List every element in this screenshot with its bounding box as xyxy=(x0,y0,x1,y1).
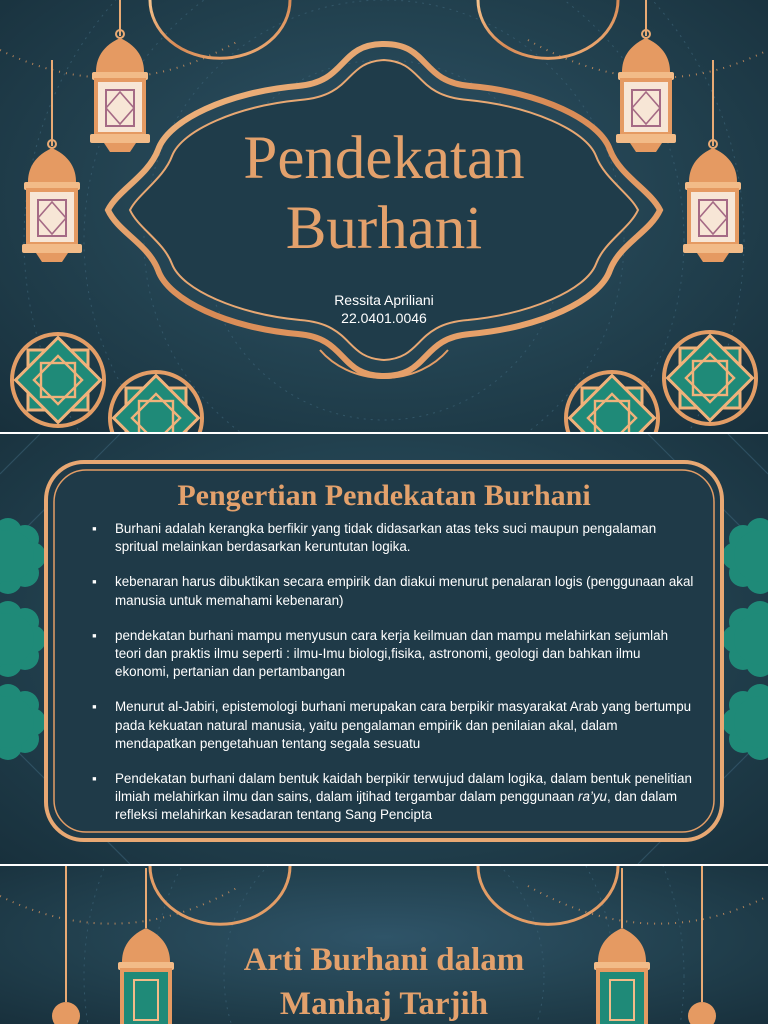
title-line-1: Arti Burhani dalam xyxy=(243,942,525,978)
islamic-star-ornament-icon xyxy=(566,372,658,432)
bullet-text-part: , dan dalam refleksi melahirkan kesadaran tentang Sang Pencipta xyxy=(115,789,677,823)
islamic-star-ornament-icon xyxy=(664,332,756,424)
bullet-item: ▪ Menurut al-Jabiri, epistemologi burhani merupakan cara berpikir masyarakat Arab yang bertumpu pada kekuatan natural manusia, yaitu pengalaman empirik dan penilaian akal, dalam mendapatkan pengetahuan tentang segala sesuatu xyxy=(92,698,696,753)
title-line-2: Burhani xyxy=(285,195,483,262)
flower-ornament-icon xyxy=(722,601,768,677)
bullet-italic-term: ra’yu xyxy=(577,789,608,805)
flower-ornament-icon xyxy=(722,518,768,594)
bullet-text-part: Pendekatan burhani dalam bentuk kaidah berpikir terwujud dalam logika, dalam bentuk penelitian ilmiah melahirkan ilmu dan sains, dalam ijtihad tergambar dalam penggunaan xyxy=(115,771,692,805)
bullet-item xyxy=(92,770,696,825)
bullet-item: ▪ kebenaran harus dibuktikan secara empirik dan diakui menurut penalaran logis (penggunaan akal manusia untuk memahami kebenaran) xyxy=(92,573,696,609)
section-title: Pengertian Pendekatan Burhani xyxy=(177,479,591,512)
presentation-title xyxy=(0,124,768,264)
bullet-list xyxy=(92,520,696,842)
slide-1 xyxy=(0,0,768,432)
flower-ornament-icon xyxy=(722,684,768,760)
islamic-star-ornament-icon xyxy=(12,334,104,426)
flower-ornament-icon xyxy=(0,518,46,594)
author-name: Ressita Apriliani xyxy=(334,292,434,308)
slide-3-title xyxy=(0,938,768,1026)
islamic-star-ornament-icon xyxy=(110,372,202,432)
flower-ornament-icon xyxy=(0,684,46,760)
title-line-2: Manhaj Tarjih xyxy=(279,986,489,1022)
bullet-item: ▪ pendekatan burhani mampu menyusun cara kerja keilmuan dan mampu melahirkan sejumlah teori dan praktis ilmu seperti : ilmu-Imu biologi,fisika, astronomi, geologi dan bahkan ilmu ekonomi, pertanian dan pertambangan xyxy=(92,627,696,682)
title-line-1: Pendekatan xyxy=(243,125,525,192)
bullet-item: ▪ Burhani adalah kerangka berfikir yang tidak didasarkan atas teks suci maupun pengalaman spritual melainkan berdasarkan keruntutan logika. xyxy=(92,520,696,556)
flower-ornament-icon xyxy=(0,601,46,677)
author-id: 22.0401.0046 xyxy=(341,310,427,326)
